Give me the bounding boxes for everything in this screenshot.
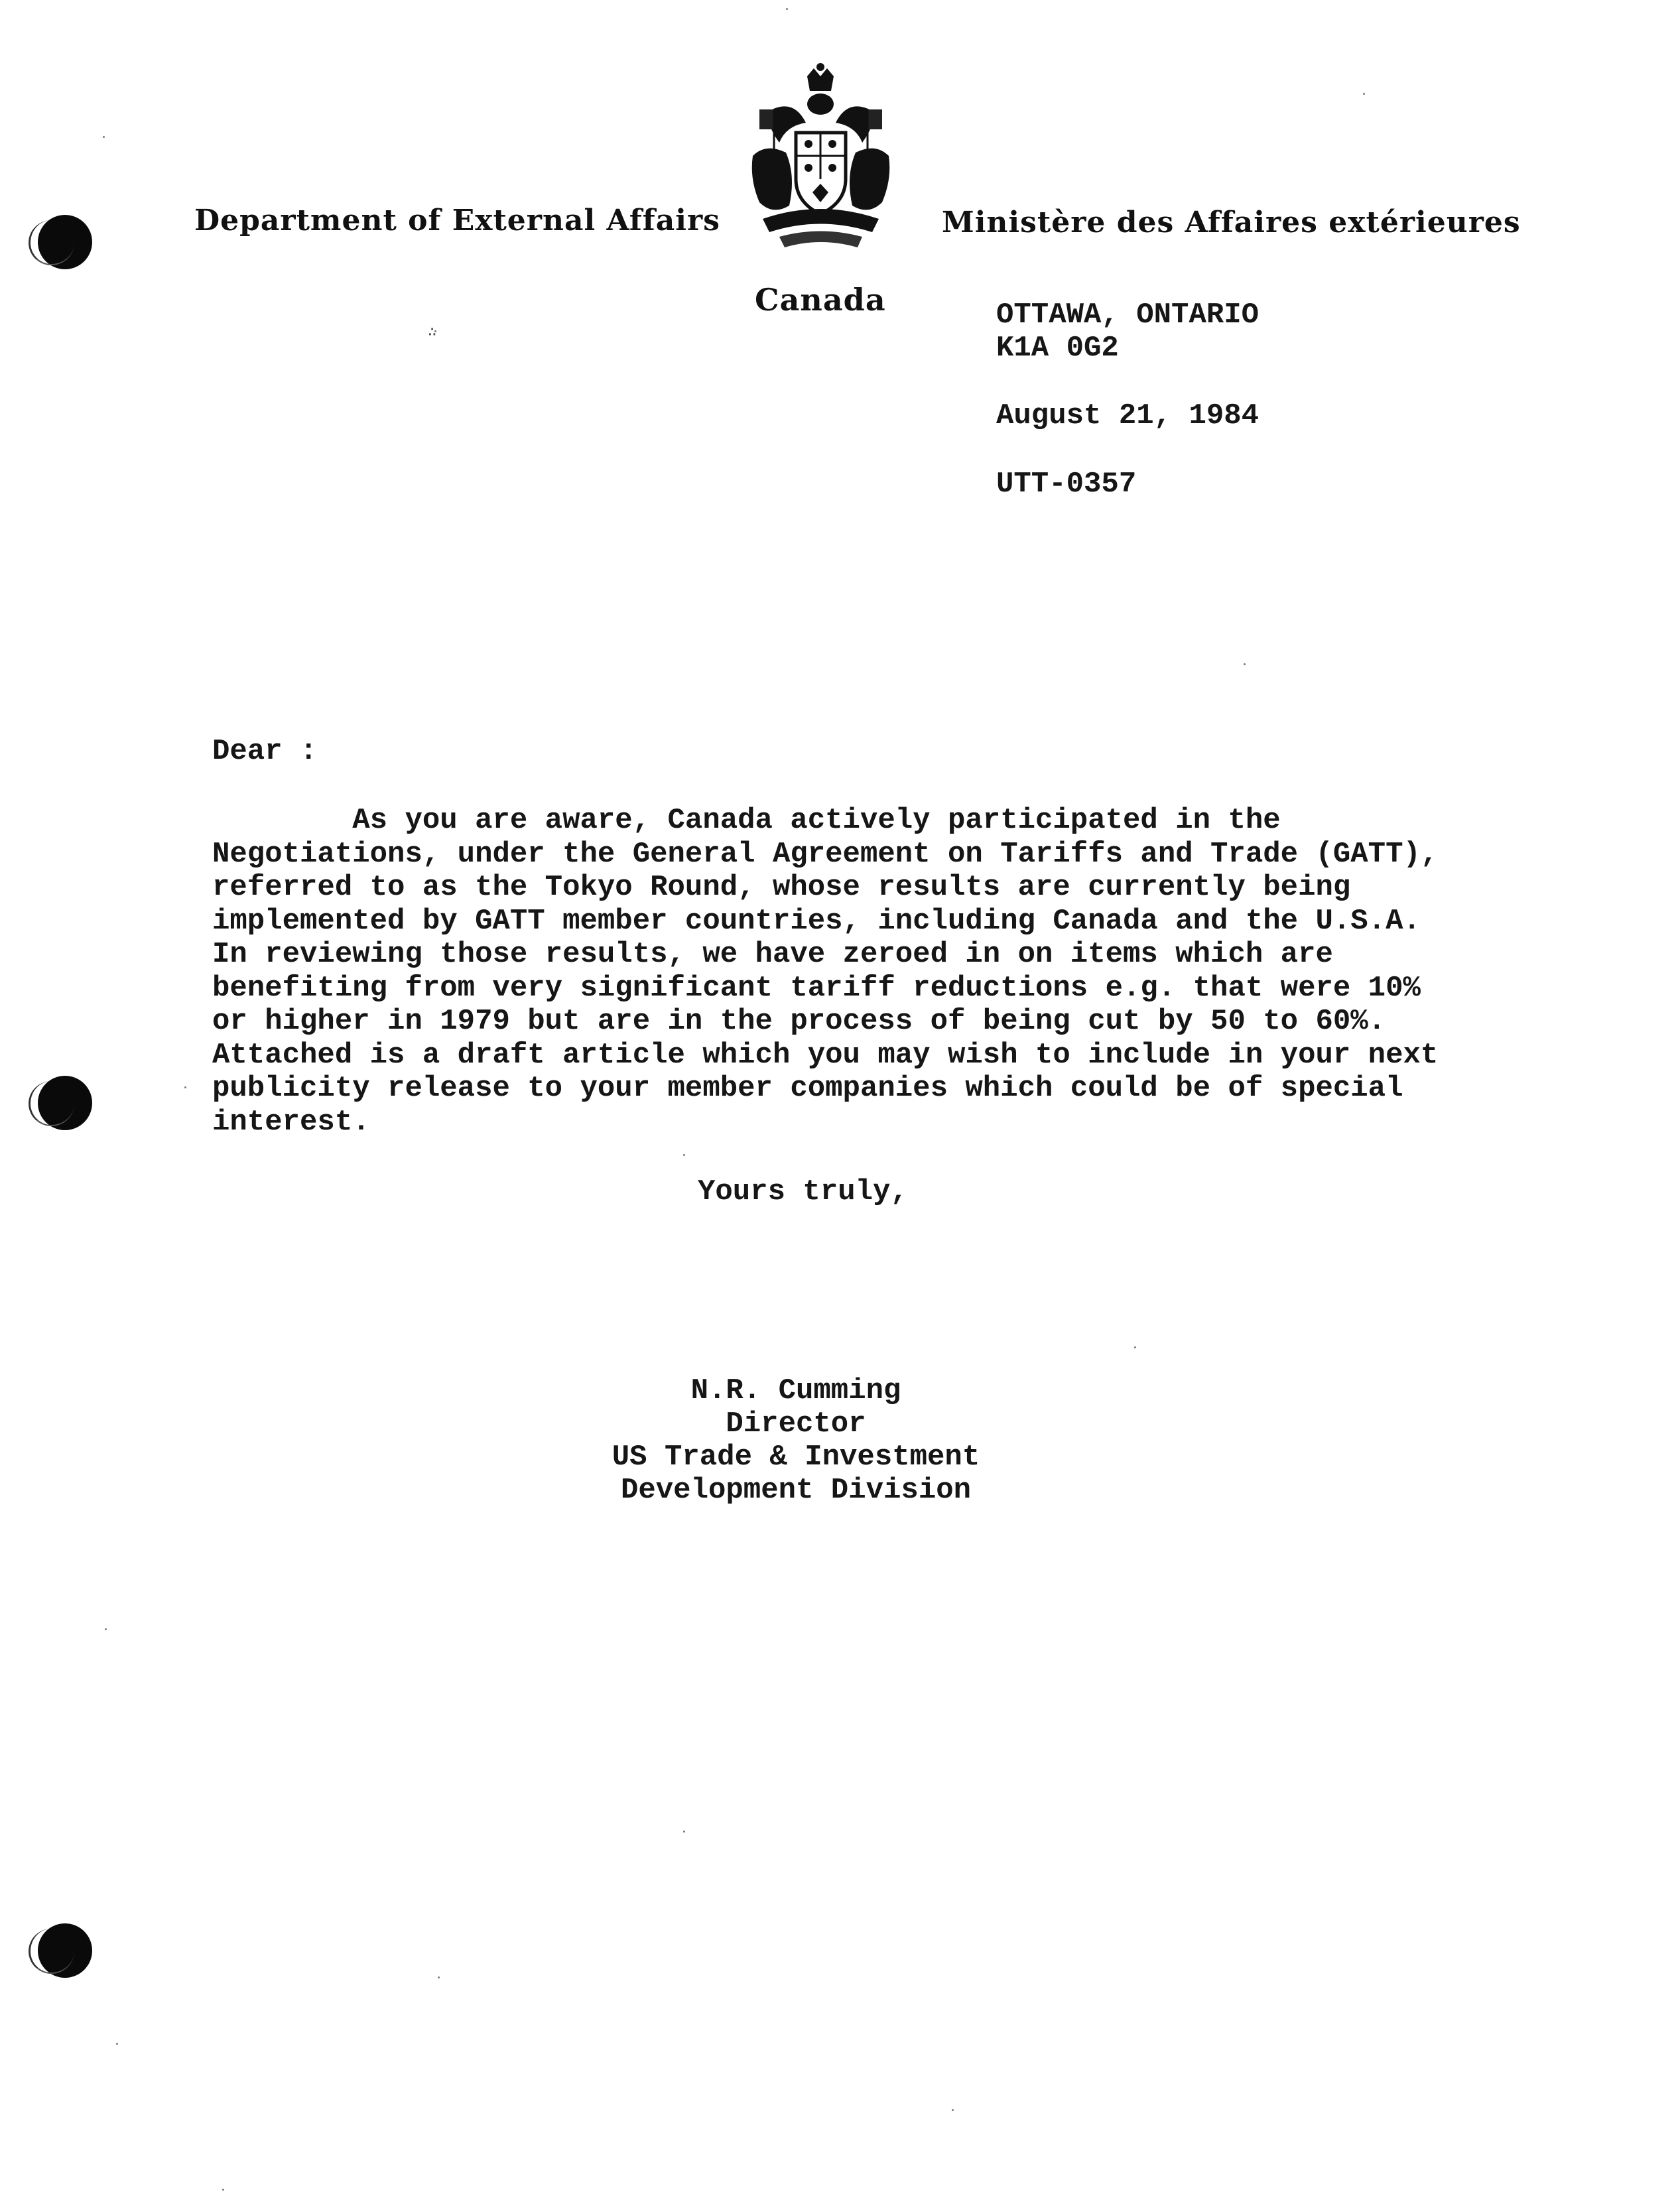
scan-speck <box>184 1086 186 1088</box>
body-line: As you are aware, Canada actively participated in the <box>212 804 1281 837</box>
address-city: OTTAWA, ONTARIO <box>996 298 1260 332</box>
body-line: interest. <box>212 1105 370 1139</box>
scan-speck <box>222 2189 224 2191</box>
scan-speck <box>103 136 105 138</box>
scan-speck <box>683 1154 685 1156</box>
scan-speck <box>1134 1346 1136 1348</box>
letter-body <box>212 804 1438 1139</box>
scan-speck <box>438 1976 440 1978</box>
coat-of-arms-icon <box>740 63 902 275</box>
body-line: implemented by GATT member countries, including Canada and the U.S.A. <box>212 904 1421 938</box>
body-line: Negotiations, under the General Agreement on Tariffs and Trade (GATT), <box>212 837 1439 871</box>
signatory-division-line1: US Trade & Investment <box>612 1441 980 1474</box>
department-name-french: Ministère des Affaires extérieures <box>942 206 1521 239</box>
body-line: publicity release to your member companies which could be of special <box>212 1072 1403 1105</box>
body-line: Attached is a draft article which you may wish to include in your next <box>212 1038 1439 1072</box>
salutation: Dear : <box>212 735 318 768</box>
binder-hole-bottom <box>38 1923 92 1978</box>
signatory-division-line2: Development Division <box>620 1474 972 1507</box>
scan-speck <box>116 2043 118 2045</box>
file-reference: UTT-0357 <box>996 468 1137 501</box>
signatory-title: Director <box>726 1407 866 1441</box>
scan-speck <box>105 1628 107 1630</box>
address-postal-code: K1A 0G2 <box>996 332 1119 365</box>
scan-mark: ∴ <box>428 324 437 341</box>
scan-speck <box>683 1831 685 1833</box>
scan-speck <box>1363 93 1365 95</box>
scan-speck <box>952 2109 954 2111</box>
signatory-name: N.R. Cumming <box>690 1374 901 1407</box>
complimentary-closing: Yours truly, <box>698 1175 908 1208</box>
binder-hole-top <box>38 215 92 269</box>
scan-speck <box>1244 663 1246 665</box>
letter-date: August 21, 1984 <box>996 399 1260 432</box>
signature-block <box>597 1374 995 1507</box>
body-line: In reviewing those results, we have zeroed in on items which are <box>212 938 1333 971</box>
scan-speck <box>786 8 788 10</box>
body-line: referred to as the Tokyo Round, whose results are currently being <box>212 871 1351 904</box>
binder-hole-middle <box>38 1076 92 1130</box>
country-name: Canada <box>755 282 886 318</box>
body-line: or higher in 1979 but are in the process of being cut by 50 to 60%. <box>212 1005 1386 1038</box>
department-name-english: Department of External Affairs <box>194 204 720 237</box>
body-line: benefiting from very significant tariff reductions e.g. that were 10% <box>212 971 1421 1005</box>
